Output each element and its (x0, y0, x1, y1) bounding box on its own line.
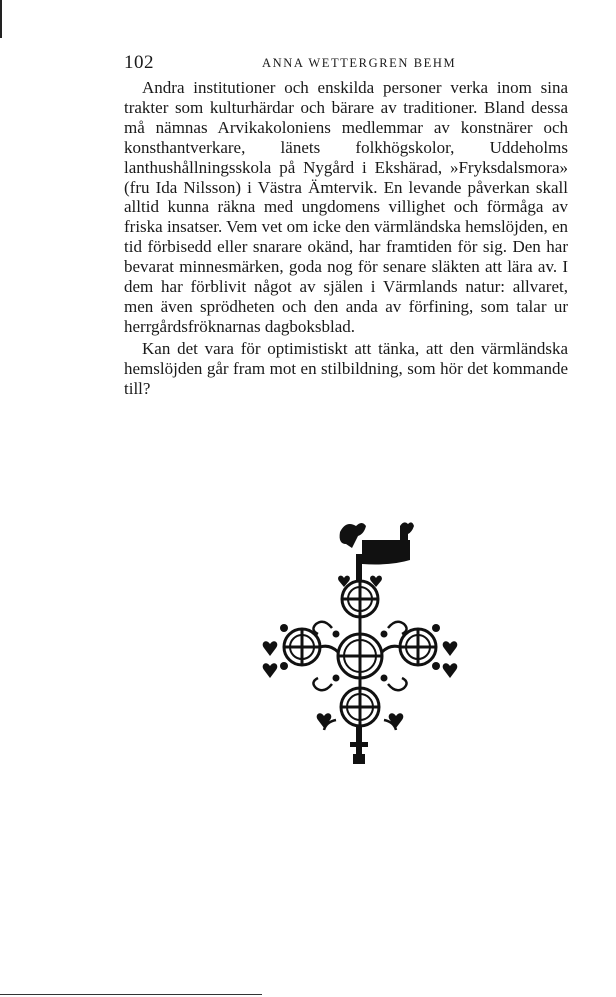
top-medallion (342, 581, 378, 617)
bottom-medallion (341, 688, 379, 726)
running-head (124, 52, 572, 74)
page-number: 102 (124, 52, 154, 73)
paragraph-2: Kan det vara för optimistiskt att tänka, att den värmländska hemslöjden går fram mot en stilbildning, som hör det kommande till? (124, 338, 568, 398)
scan-edge-left (0, 0, 2, 38)
right-medallion (400, 629, 436, 665)
center-medallion (338, 634, 382, 678)
folk-art-ornament-icon (260, 516, 460, 770)
body-text (124, 78, 568, 399)
left-medallion (284, 629, 320, 665)
running-title: ANNA WETTERGREN BEHM (262, 56, 457, 70)
paragraph-1: Andra institutioner och enskilda personer verka inom sina trakter som kulturhärdar och bärare av traditioner. Bland dessa må nämnas Arvikakoloniens medlemmar av konstnärer och konsthantverkare, länets folkhögskolor, Uddeholms lanthushållningsskola på Nygård i Ekshärad, »Fryksdalsmora» (fru Ida Nilsson) i Västra Ämtervik. En levande påverkan skall alltid kunna räkna med ungdomens villighet och förmåga av friska insatser. Vem vet om icke den värmländska hemslöjden, en tid förbisedd eller snarare okänd, har framtiden för sig. Den har bevarat minnesmärken, goda nog för senare släkten att lära av. I dem har förblivit något av själen i Värmlands natur: allvaret, men även sprödheten och den anda av förfining, som talar ur herrgårdsfröknarnas dagboksblad. (124, 78, 568, 336)
scan-edge-bottom (0, 994, 262, 995)
